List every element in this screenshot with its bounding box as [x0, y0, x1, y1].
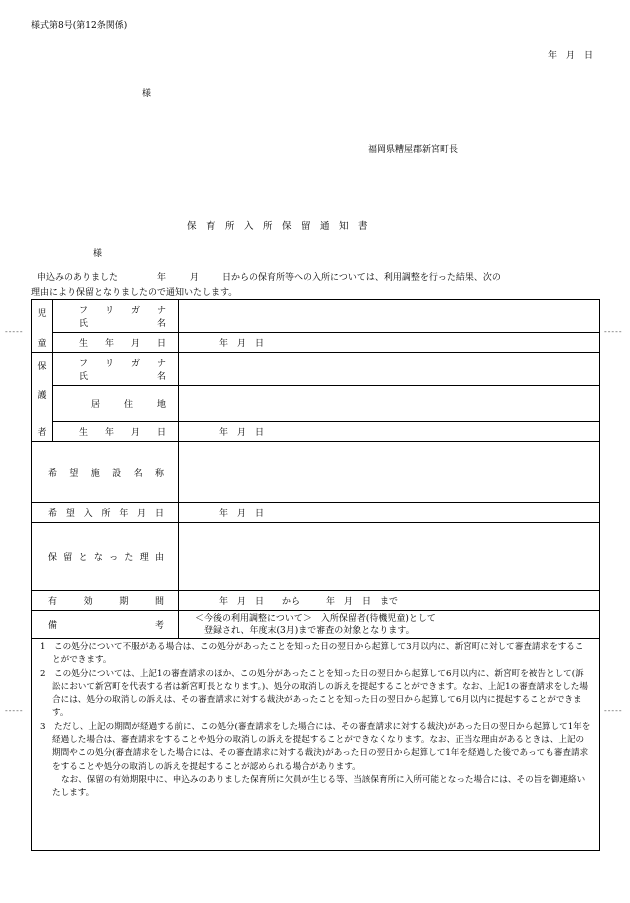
facility-label: 希 望 施 設 名 称	[32, 442, 179, 503]
guardian-birth-value[interactable]: 年 月 日	[179, 422, 600, 442]
form-number: 様式第8号(第12条関係)	[31, 21, 128, 31]
child-name-row	[32, 300, 600, 333]
note-4: なお、保留の有効期限中に、申込みのありました保育所に欠員が生じる等、当該保育所に入所可能となった場合には、その旨を御連絡いたします。	[52, 774, 586, 799]
issuer-name: 福岡県糟屋郡新宮町長	[368, 145, 459, 155]
validity-value[interactable]	[179, 591, 600, 611]
child-birth-value[interactable]: 年 月 日	[179, 333, 600, 353]
guardian-label-2: 護	[32, 386, 53, 422]
intro-year: 年	[157, 273, 167, 283]
child-birth-label: 生 年 月 日	[53, 333, 179, 353]
intro-line-1	[37, 270, 501, 283]
guardian-name-label: フ リ ガ ナ 氏 名	[53, 353, 179, 386]
child-label-top: 児	[32, 300, 53, 333]
name-label: 氏 名	[79, 319, 166, 329]
remarks-line-1: ＜今後の利用調整について＞ 入所保留者(待機児童)として	[195, 613, 436, 624]
reason-value[interactable]	[179, 523, 600, 591]
guardian-label-3: 者	[32, 422, 53, 442]
child-birth-row	[32, 333, 600, 353]
guardian-name-row	[32, 353, 600, 386]
guardian-label-1: 保	[32, 353, 53, 386]
remarks-value	[179, 611, 600, 639]
guardian-birth-row	[32, 422, 600, 442]
document-title: 保 育 所 入 所 保 留 通 知 書	[187, 221, 368, 232]
furigana-label: フ リ ガ ナ	[79, 306, 166, 316]
validity-to: 年 月 日 まで	[326, 597, 399, 607]
guardian-address-row	[32, 386, 600, 422]
guardian-name-value[interactable]	[179, 353, 600, 386]
note-1: 1 この処分について不服がある場合は、この処分があったことを知った日の翌日から起算して3月以内に、新宮町に対して審査請求をすることができます。	[40, 642, 584, 666]
fold-mark-left-bottom: -----	[5, 706, 24, 715]
intro-line-2: 理由により保留となりましたので通知いたします。	[31, 288, 238, 298]
guardian-address-label: 居 住 地	[53, 386, 179, 422]
reason-row	[32, 523, 600, 591]
facility-row	[32, 442, 600, 503]
validity-label: 有 効 期 間	[32, 591, 179, 611]
recipient-honorific: 様	[142, 89, 152, 99]
reason-label: 保 留 と な っ た 理 由	[32, 523, 179, 591]
child-honorific: 様	[93, 249, 103, 259]
remarks-line-2: 登録され、年度末(3月)まで審査の対象となります。	[204, 625, 415, 636]
notice-form-table	[31, 299, 600, 639]
intro-text-a: 申込みのありました	[37, 273, 119, 283]
note-3: 3 ただし、上記の期間が経過する前に、この処分(審査請求をした場合には、その審査請求に対する裁決)があった日の翌日から起算して1年を経過した場合は、審査請求をすることや処分の取消しの訴えを提起することができなくなります。なお、正当な理由があるときは、上記の期間やこの処分(審査請求をした場合には、その審査請求に対する裁決)があった日の翌日から起算して1年を経過した後であっても審査請求をすることや処分の取消しの訴えを提起することが認められる場合があります。	[40, 721, 591, 772]
fold-mark-right-bottom: -----	[604, 706, 623, 715]
guardian-birth-label: 生 年 月 日	[53, 422, 179, 442]
guardian-address-value[interactable]	[179, 386, 600, 422]
entry-date-value[interactable]: 年 月 日	[179, 503, 600, 523]
remarks-row	[32, 611, 600, 639]
facility-value[interactable]	[179, 442, 600, 503]
note-2: 2 この処分については、上記1の審査請求のほか、この処分があったことを知った日の翌日から起算して6月以内に、新宮町を被告として(訴訟において新宮町を代表する者は新宮町長となります。)、処分の取消しの訴えを提起することができます。なお、上記1の審査請求をした場合には、処分の取消しの訴えは、その審査請求に対する裁決があったことを知った日の翌日から起算して6月以内に提起することができます。	[40, 668, 588, 719]
intro-text-d: 日からの保育所等への入所については、利用調整を行った結果、次の	[222, 273, 501, 283]
child-name-label	[53, 300, 179, 333]
child-label-bottom: 童	[32, 333, 53, 353]
child-name-value[interactable]	[179, 300, 600, 333]
issue-date: 年 月 日	[548, 51, 594, 61]
validity-from: 年 月 日 から	[219, 597, 301, 607]
entry-date-label: 希 望 入 所 年 月 日	[32, 503, 179, 523]
legal-notes-box	[31, 638, 600, 851]
validity-row	[32, 591, 600, 611]
fold-mark-left-top: -----	[5, 327, 24, 336]
intro-month: 月	[190, 273, 200, 283]
remarks-label: 備 考	[32, 611, 179, 639]
entry-date-row	[32, 503, 600, 523]
fold-mark-right-top: -----	[604, 327, 623, 336]
